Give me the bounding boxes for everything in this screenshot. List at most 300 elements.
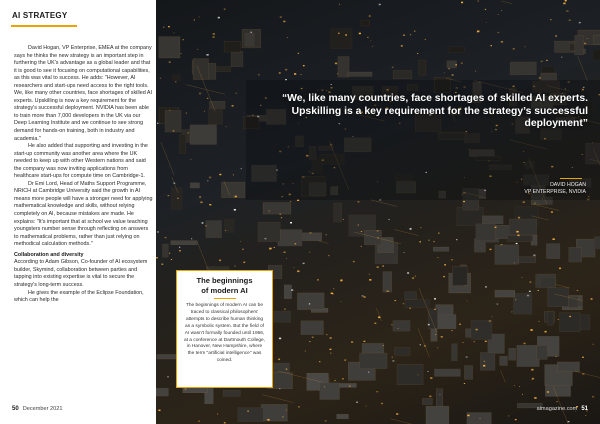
- city-light: [197, 49, 198, 50]
- city-light: [502, 244, 503, 245]
- city-light: [199, 196, 201, 197]
- issue-date: December 2021: [22, 406, 63, 412]
- city-light: [538, 321, 539, 322]
- city-block: [510, 62, 536, 75]
- city-light: [194, 20, 195, 21]
- circuit-trace: [262, 395, 293, 403]
- circuit-trace: [418, 328, 429, 357]
- city-light: [559, 268, 561, 270]
- city-block: [222, 182, 245, 198]
- city-light: [298, 406, 300, 407]
- city-light: [240, 241, 241, 242]
- city-light: [204, 111, 205, 112]
- city-block: [517, 345, 540, 367]
- city-light: [541, 61, 543, 62]
- attribution-role: VP ENTERPRISE, NVIDIA: [524, 188, 586, 195]
- city-light: [527, 295, 529, 297]
- city-light: [370, 41, 371, 42]
- city-light: [338, 33, 340, 34]
- city-block: [360, 353, 388, 369]
- city-light: [191, 239, 192, 240]
- city-light: [417, 53, 418, 54]
- city-light: [198, 421, 200, 422]
- city-light: [160, 78, 161, 79]
- city-light: [539, 77, 541, 78]
- city-light: [533, 255, 535, 257]
- page-number: 50: [12, 406, 19, 412]
- city-block: [393, 70, 412, 78]
- city-block: [331, 29, 352, 49]
- city-light: [437, 348, 438, 349]
- city-light: [587, 38, 588, 39]
- city-light: [441, 336, 443, 337]
- city-block: [569, 297, 578, 308]
- city-light: [363, 296, 365, 298]
- city-block: [383, 272, 392, 293]
- city-light: [294, 73, 296, 75]
- city-light: [343, 219, 344, 220]
- city-light: [420, 344, 421, 345]
- city-light: [340, 301, 341, 302]
- city-light: [169, 110, 170, 111]
- city-light: [429, 396, 431, 398]
- city-block: [393, 320, 410, 331]
- city-light: [566, 10, 568, 12]
- city-light: [202, 222, 204, 223]
- city-light: [465, 285, 466, 286]
- city-light: [258, 74, 260, 75]
- city-light: [508, 416, 509, 417]
- city-block: [190, 125, 217, 145]
- city-light: [392, 67, 394, 68]
- city-light: [325, 420, 327, 421]
- sidebar-text: The beginnings of modern AI can be traced to classical philosophers' attempts to describe human thinking as a symbolic system. But the field of AI wasn't formally founded until 1956, at a conference at Dartmouth College, in Hanover, New Hampshire, where the term "artificial intelligence" was coined.: [183, 303, 266, 364]
- city-light: [298, 53, 299, 54]
- city-light: [209, 177, 211, 179]
- city-block: [334, 203, 342, 222]
- city-light: [438, 257, 439, 258]
- city-light: [444, 264, 446, 265]
- city-light: [519, 386, 520, 387]
- city-light: [428, 240, 430, 241]
- city-block: [507, 235, 533, 241]
- city-light: [290, 222, 292, 223]
- city-light: [593, 344, 594, 345]
- city-light: [328, 255, 329, 256]
- city-light: [452, 74, 454, 75]
- city-block: [448, 47, 464, 53]
- city-block: [172, 74, 180, 80]
- city-light: [407, 272, 409, 273]
- city-light: [300, 74, 301, 75]
- city-light: [241, 168, 242, 169]
- city-light: [209, 204, 211, 205]
- sidebar-title-line: of modern AI: [201, 285, 248, 295]
- city-block: [159, 37, 180, 58]
- city-block: [482, 216, 503, 224]
- city-block: [546, 244, 560, 259]
- city-light: [448, 68, 450, 69]
- city-light: [303, 263, 305, 264]
- city-light: [522, 394, 523, 395]
- city-light: [235, 196, 237, 198]
- city-light: [403, 35, 405, 37]
- city-light: [225, 230, 226, 231]
- quote-divider: [560, 178, 582, 179]
- city-light: [297, 270, 299, 272]
- city-block: [422, 398, 432, 404]
- city-light: [497, 32, 499, 33]
- circuit-trace: [501, 371, 506, 383]
- city-block: [284, 285, 292, 299]
- city-light: [568, 421, 570, 422]
- city-block: [165, 110, 181, 132]
- city-block: [261, 404, 287, 421]
- city-block: [301, 321, 324, 335]
- attribution-name: DAVID HOGAN: [550, 182, 586, 188]
- city-block: [495, 290, 515, 297]
- city-light: [324, 386, 325, 387]
- city-light: [551, 211, 553, 213]
- city-light: [498, 14, 499, 15]
- page-number: 51: [581, 406, 588, 412]
- city-light: [234, 209, 236, 211]
- city-light: [434, 309, 436, 310]
- city-light: [369, 274, 370, 275]
- city-light: [456, 239, 457, 240]
- city-light: [175, 81, 176, 82]
- city-light: [477, 31, 479, 33]
- city-light: [359, 33, 361, 35]
- city-light: [361, 246, 362, 247]
- site-url: aimagazine.com: [536, 406, 578, 412]
- city-light: [467, 301, 468, 302]
- city-light: [545, 331, 547, 333]
- city-light: [466, 356, 468, 357]
- city-light: [156, 257, 158, 258]
- city-light: [485, 9, 486, 10]
- city-light: [392, 360, 394, 361]
- city-block: [171, 241, 197, 245]
- city-block: [428, 309, 438, 329]
- city-light: [353, 261, 355, 262]
- city-light: [377, 230, 379, 231]
- city-light: [414, 31, 415, 32]
- city-light: [515, 419, 517, 420]
- city-light: [330, 337, 332, 338]
- city-light: [295, 243, 296, 244]
- city-light: [345, 34, 347, 35]
- city-block: [179, 135, 186, 154]
- city-light: [553, 238, 555, 240]
- city-light: [243, 262, 245, 263]
- city-light: [185, 388, 187, 389]
- city-block: [593, 50, 600, 60]
- city-light: [444, 73, 445, 74]
- city-light: [592, 396, 594, 398]
- city-light: [278, 358, 280, 359]
- city-light: [284, 252, 286, 254]
- city-light: [563, 3, 565, 5]
- city-light: [213, 36, 215, 37]
- city-light: [233, 175, 234, 176]
- city-block: [467, 412, 492, 424]
- circuit-trace: [376, 308, 381, 321]
- city-light: [387, 291, 389, 293]
- city-light: [309, 341, 310, 342]
- city-light: [224, 9, 226, 10]
- section-tag: AI STRATEGY: [12, 11, 68, 20]
- city-block: [245, 33, 254, 46]
- city-block: [209, 109, 223, 125]
- city-block: [397, 364, 423, 385]
- city-light: [361, 231, 362, 232]
- city-light: [412, 277, 414, 278]
- city-light: [281, 217, 282, 218]
- folio-left: [12, 406, 63, 412]
- city-light: [391, 325, 392, 326]
- city-block: [480, 353, 495, 371]
- city-light: [478, 1, 479, 2]
- city-light: [495, 227, 497, 228]
- city-light: [518, 217, 520, 219]
- city-light: [415, 276, 416, 277]
- city-block: [337, 414, 349, 419]
- city-light: [491, 316, 492, 317]
- city-light: [398, 328, 399, 329]
- circuit-trace: [556, 284, 570, 288]
- city-block: [361, 20, 370, 26]
- city-light: [530, 282, 532, 283]
- city-light: [514, 263, 515, 264]
- city-light: [435, 334, 436, 335]
- city-light: [500, 244, 501, 245]
- city-block: [156, 388, 168, 396]
- city-light: [475, 71, 476, 72]
- city-light: [205, 225, 206, 226]
- city-light: [428, 324, 430, 325]
- city-light: [179, 250, 181, 251]
- city-block: [557, 362, 579, 372]
- city-light: [362, 295, 364, 296]
- city-light: [569, 316, 571, 317]
- city-light: [286, 258, 287, 259]
- city-light: [224, 422, 226, 423]
- city-light: [163, 27, 164, 28]
- circuit-trace: [370, 200, 397, 207]
- city-light: [232, 105, 234, 106]
- city-light: [383, 345, 384, 346]
- city-block: [419, 60, 426, 75]
- left-page: [0, 0, 156, 424]
- city-block: [434, 369, 460, 377]
- city-light: [569, 20, 571, 21]
- city-light: [420, 227, 422, 228]
- city-light: [404, 252, 405, 253]
- city-light: [376, 391, 378, 392]
- city-light: [524, 343, 526, 345]
- city-light: [443, 276, 445, 277]
- city-light: [395, 300, 397, 301]
- city-light: [428, 371, 429, 372]
- city-light: [513, 48, 515, 49]
- city-block: [258, 222, 280, 242]
- sidebar-box: [176, 270, 273, 388]
- circuit-trace: [501, 1, 512, 4]
- city-block: [500, 356, 508, 366]
- city-light: [293, 267, 294, 268]
- city-light: [577, 290, 579, 291]
- city-light: [483, 365, 485, 367]
- city-light: [157, 231, 159, 232]
- city-light: [591, 298, 593, 299]
- city-light: [501, 41, 503, 43]
- city-light: [467, 415, 469, 417]
- circuit-trace: [390, 419, 428, 424]
- city-light: [546, 60, 548, 61]
- city-light: [279, 72, 281, 73]
- city-block: [476, 224, 496, 241]
- city-light: [377, 266, 379, 268]
- city-light: [282, 417, 283, 418]
- city-light: [368, 372, 369, 373]
- city-light: [157, 123, 159, 124]
- circuit-trace: [319, 241, 329, 244]
- city-light: [521, 277, 522, 278]
- city-light: [351, 341, 353, 343]
- city-light: [280, 214, 282, 215]
- sidebar-title: [177, 276, 272, 295]
- city-light: [409, 308, 411, 309]
- city-block: [223, 390, 240, 396]
- city-light: [531, 369, 533, 371]
- city-light: [269, 211, 270, 212]
- city-light: [234, 266, 236, 267]
- city-light: [340, 280, 342, 282]
- city-block: [541, 278, 556, 288]
- city-block: [594, 35, 600, 45]
- city-light: [169, 253, 170, 254]
- city-light: [335, 63, 337, 65]
- city-light: [555, 356, 556, 357]
- city-light: [532, 379, 533, 380]
- city-light: [339, 4, 340, 5]
- city-light: [418, 375, 419, 376]
- city-block: [452, 266, 467, 285]
- city-light: [326, 234, 327, 235]
- city-block: [547, 312, 553, 325]
- city-light: [561, 57, 562, 58]
- city-light: [218, 17, 220, 19]
- city-light: [489, 320, 491, 322]
- city-light: [179, 247, 180, 248]
- city-light: [269, 248, 271, 250]
- city-block: [495, 245, 519, 264]
- city-light: [451, 330, 452, 331]
- city-light: [267, 419, 269, 421]
- city-light: [285, 69, 287, 71]
- city-light: [550, 19, 552, 20]
- city-light: [333, 288, 334, 289]
- city-light: [491, 45, 492, 46]
- city-block: [433, 247, 449, 251]
- city-light: [158, 410, 160, 411]
- city-light: [219, 174, 221, 175]
- city-light: [464, 383, 465, 384]
- body-paragraph: He also added that supporting and investing in the start-up community was another area where the UK needed to keep up with other Western nations and said the company was now inviting applications from healthcare start-ups for compute time on Cambridge-1.: [14, 143, 148, 180]
- city-light: [582, 357, 584, 358]
- city-light: [358, 225, 359, 226]
- city-light: [200, 202, 202, 204]
- city-light: [236, 93, 237, 94]
- city-block: [190, 183, 199, 188]
- city-light: [392, 357, 393, 358]
- city-light: [199, 93, 201, 95]
- city-light: [401, 45, 403, 46]
- city-block: [224, 41, 241, 52]
- city-light: [286, 369, 287, 370]
- city-light: [303, 65, 305, 66]
- city-light: [382, 266, 384, 267]
- city-light: [462, 342, 463, 343]
- city-light: [279, 388, 280, 389]
- city-light: [523, 201, 525, 203]
- city-light: [547, 391, 549, 393]
- city-block: [569, 247, 582, 262]
- city-light: [369, 15, 371, 16]
- city-light: [525, 47, 526, 48]
- city-block: [348, 72, 372, 76]
- city-light: [287, 37, 288, 38]
- city-light: [168, 26, 170, 27]
- city-light: [584, 43, 586, 45]
- city-block: [509, 219, 537, 235]
- city-light: [226, 126, 227, 127]
- sidebar-title-line: The beginnings: [196, 276, 253, 285]
- city-block: [405, 292, 417, 300]
- city-light: [357, 201, 359, 202]
- city-light: [309, 252, 310, 253]
- city-light: [516, 243, 518, 244]
- city-light: [219, 260, 221, 262]
- city-block: [278, 229, 302, 246]
- city-light: [374, 323, 376, 324]
- city-light: [305, 351, 306, 352]
- city-light: [319, 361, 320, 362]
- city-light: [310, 232, 312, 234]
- city-light: [434, 298, 436, 299]
- city-light: [555, 35, 557, 36]
- city-light: [419, 241, 421, 242]
- city-light: [265, 238, 267, 239]
- circuit-trace: [187, 85, 225, 95]
- city-light: [490, 249, 492, 250]
- city-light: [312, 337, 314, 338]
- city-light: [501, 11, 502, 12]
- city-light: [403, 303, 405, 304]
- city-light: [247, 411, 249, 412]
- city-light: [517, 235, 519, 237]
- city-light: [369, 279, 371, 281]
- city-light: [485, 341, 487, 342]
- city-block: [297, 293, 324, 310]
- city-light: [188, 132, 189, 133]
- city-light: [171, 259, 172, 260]
- city-light: [173, 130, 175, 131]
- circuit-trace: [161, 142, 174, 175]
- city-light: [396, 413, 398, 415]
- city-light: [330, 349, 332, 350]
